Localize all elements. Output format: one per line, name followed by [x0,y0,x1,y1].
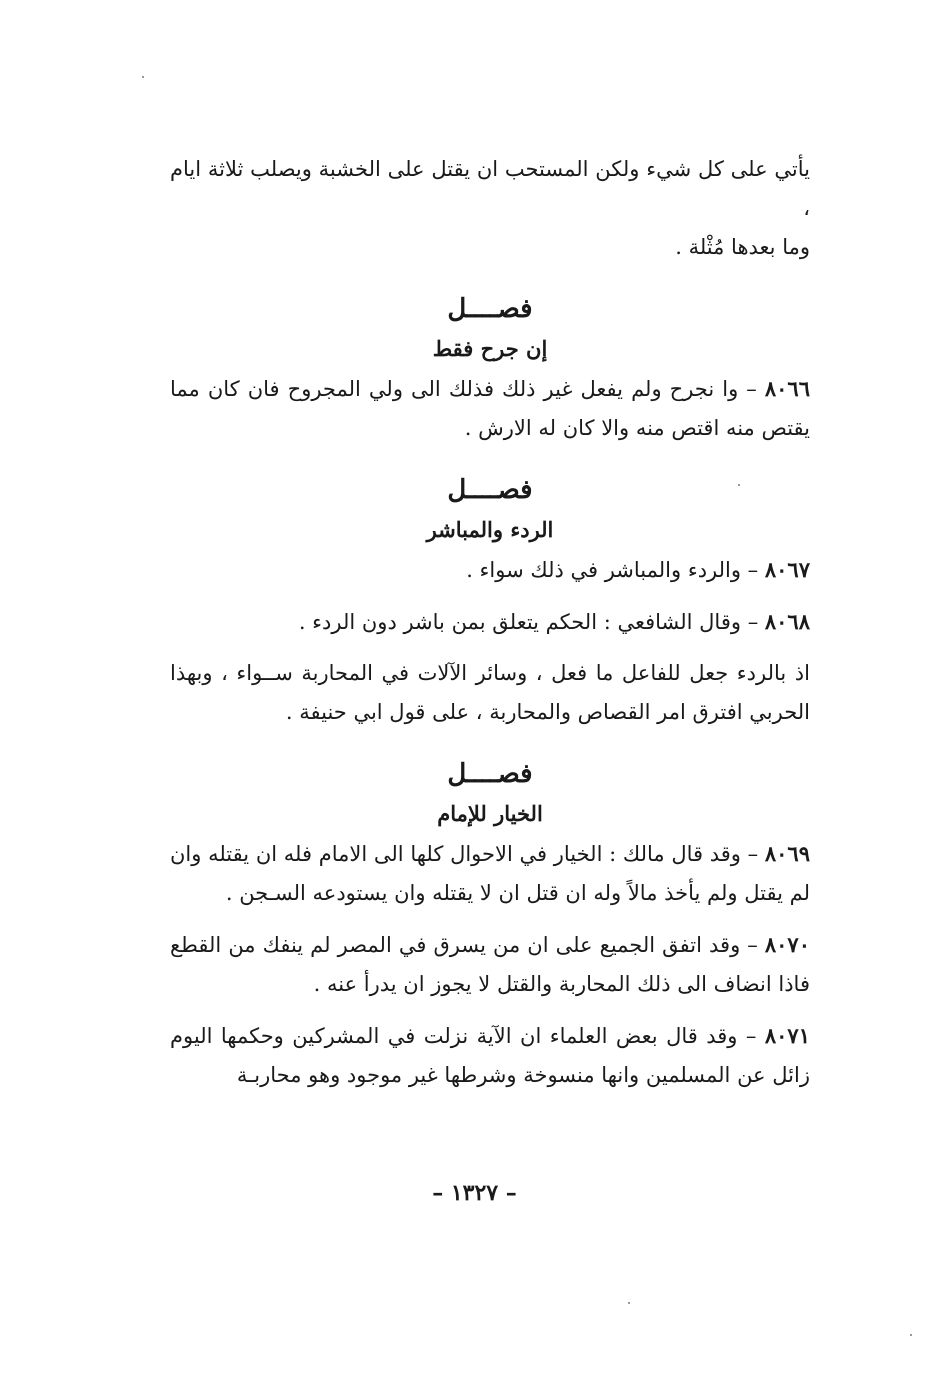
paragraph-8067 [170,550,810,590]
scan-speck [628,1302,630,1304]
paragraph-number: ٨٠٧٠ [764,932,810,957]
paragraph-number: ٨٠٦٩ [764,841,810,866]
section-1-fasl: فصــــل [447,294,533,324]
paragraph-8068 [170,602,810,642]
intro-paragraph [170,150,810,267]
paragraph-text: – والردء والمباشر في ذلك سواء . [466,558,759,582]
section-2-fasl: فصــــل [447,475,533,505]
section-3-fasl: فصــــل [447,759,533,789]
paragraph-text: – وقال الشافعي : الحكم يتعلق بمن باشر دون الردء . [298,610,759,634]
scan-speck [142,76,144,78]
intro-line-1: يأتي على كل شيء ولكن المستحب ان يقتل على الخشبة ويصلب ثلاثة ايام ، [170,157,810,220]
paragraph-text: اذ بالردء جعل للفاعل ما فعل ، وسائر الآلات في المحاربة ســواء ، وبهذا الحربي افترق امر القصاص والمحاربة ، على قول ابي حنيفة . [170,661,810,724]
section-1-heading: إن جرح فقط [432,336,548,361]
scan-speck [910,1334,912,1336]
section-2-heading: الردء والمباشر [426,517,554,542]
paragraph-8071 [170,1016,810,1095]
intro-line-2: وما بعدها مُثْلة . [675,235,810,259]
paragraph-text: – وا نجرح ولم يفعل غير ذلك فذلك الى ولي المجروح فان كان مما يقتص منه اقتص منه والا كان له الارش . [170,377,810,440]
paragraph-number: ٨٠٦٧ [764,557,810,582]
paragraph-8066 [170,369,810,448]
paragraph-8069 [170,834,810,913]
paragraph-text: – وقد اتفق الجميع على ان من يسرق في المصر لم ينفك من القطع فاذا انضاف الى ذلك المحاربة والقتل لا يجوز ان يدرأ عنه . [170,933,810,996]
paragraph-text: – وقد قال بعض العلماء ان الآية نزلت في المشركين وحكمها اليوم زائل عن المسلمين وانها منسوخة وشرطها غير موجود وهو محاربـة [170,1024,810,1087]
paragraph-8070 [170,925,810,1004]
page-body [170,150,810,1095]
paragraph-number: ٨٠٦٦ [764,376,810,401]
paragraph-text: – وقد قال مالك : الخيار في الاحوال كلها الى الامام فله ان يقتله وان لم يقتل ولم يأخذ مالاً وله ان قتل ان لا يقتله وان يستودعه السـجن . [170,842,810,905]
page-number: – ١٣٢٧ – [432,1180,517,1206]
section-3-heading: الخيار للإمام [437,801,543,826]
paragraph-explanation [170,654,810,732]
paragraph-number: ٨٠٧١ [764,1023,810,1048]
paragraph-number: ٨٠٦٨ [764,609,810,634]
